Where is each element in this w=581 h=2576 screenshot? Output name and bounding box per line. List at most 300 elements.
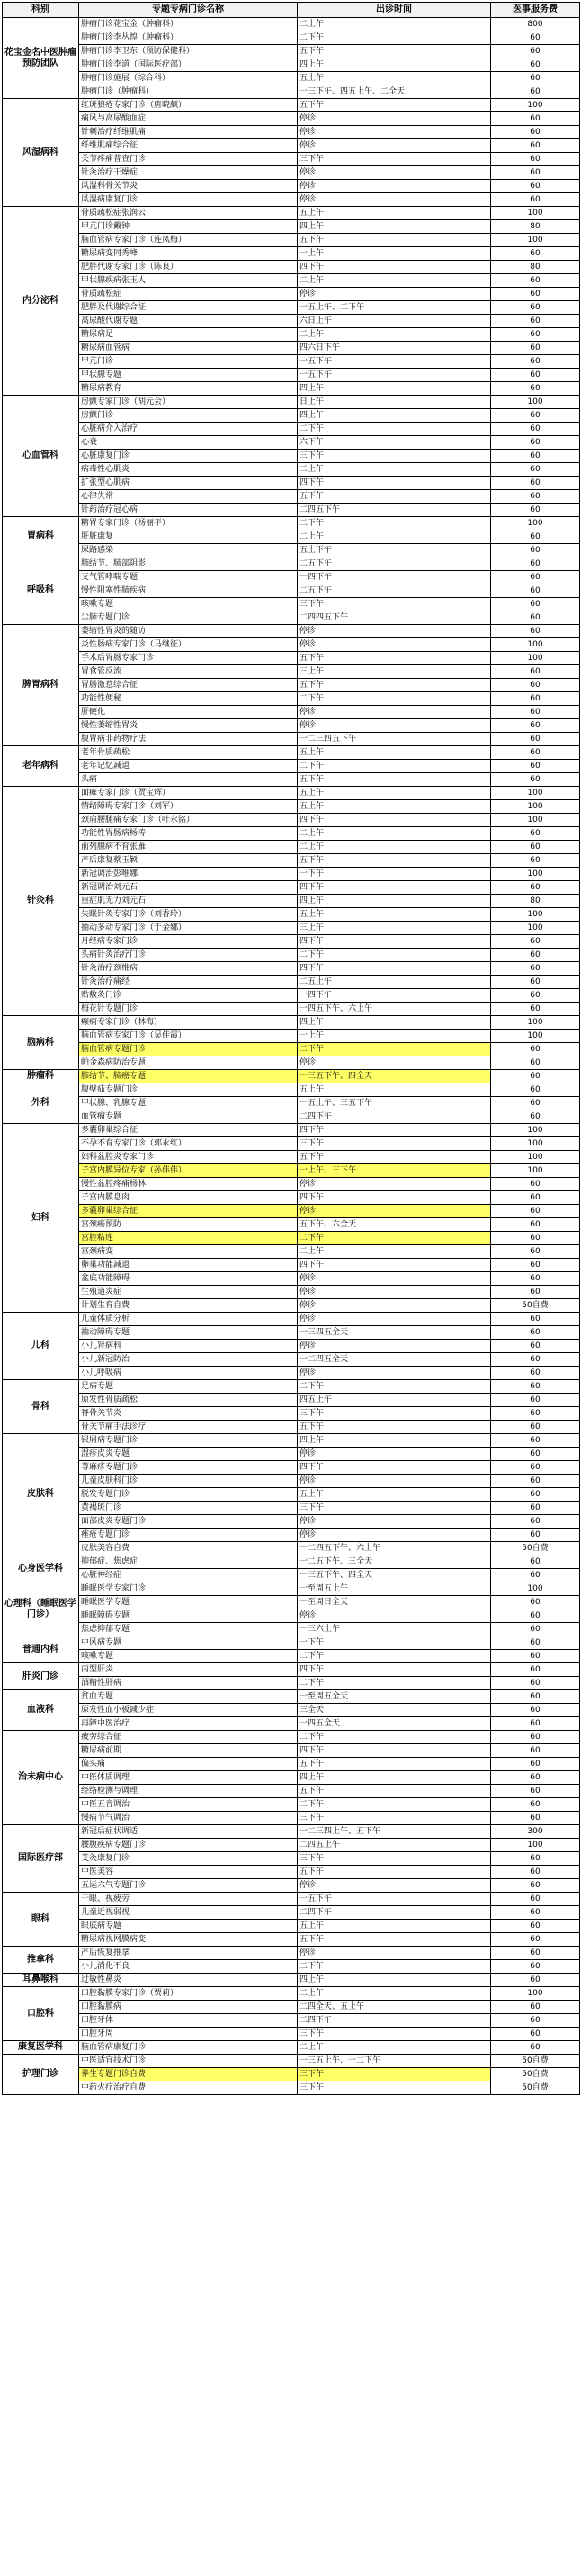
clinic-name-cell: 扩张型心肌病 [79, 477, 298, 490]
service-fee-cell: 60 [491, 1003, 580, 1016]
session-time-cell: 五下午 [298, 679, 491, 692]
session-time-cell: 四下午 [298, 881, 491, 895]
table-row [3, 652, 580, 665]
clinic-name-cell: 失眠针灸专家门诊（刘香玲） [79, 908, 298, 922]
table-row [3, 1663, 580, 1677]
service-fee-cell: 60 [491, 1974, 580, 1987]
table-row [3, 1286, 580, 1299]
clinic-name-cell: 足病专题 [79, 1380, 298, 1394]
session-time-cell: 停诊 [298, 1515, 491, 1529]
service-fee-cell: 100 [491, 787, 580, 800]
service-fee-cell: 60 [491, 2014, 580, 2028]
table-row [3, 234, 580, 247]
table-row [3, 895, 580, 908]
clinic-name-cell: 口腔黏膜专家门诊（贾莉） [79, 1987, 298, 2001]
clinic-name-cell: 癫痫专家门诊（林海） [79, 1016, 298, 1030]
session-time-cell: 停诊 [298, 719, 491, 733]
clinic-name-cell: 黄褐斑门诊 [79, 1502, 298, 1515]
session-time-cell: 五上午 [298, 72, 491, 85]
clinic-name-cell: 心衰 [79, 436, 298, 450]
table-row [3, 1785, 580, 1798]
service-fee-cell: 60 [491, 1421, 580, 1434]
header-fee: 医事服务费 [491, 3, 580, 18]
header-dept: 科别 [3, 3, 79, 18]
table-row [3, 800, 580, 814]
table-row [3, 1758, 580, 1771]
clinic-name-cell: 原发性骨质疏松 [79, 1394, 298, 1407]
session-time-cell: 四下午 [298, 1191, 491, 1205]
service-fee-cell: 60 [491, 1394, 580, 1407]
table-row [3, 261, 580, 274]
session-time-cell: 停诊 [298, 1609, 491, 1623]
clinic-name-cell: 尘肺专题门诊 [79, 611, 298, 625]
department-cell: 护理门诊 [3, 2055, 79, 2095]
session-time-cell: 五下午 [298, 234, 491, 247]
table-row [3, 31, 580, 45]
clinic-name-cell: 纤维肌痛综合征 [79, 139, 298, 153]
service-fee-cell: 60 [491, 1920, 580, 1933]
session-time-cell: 二下午 [298, 1650, 491, 1663]
clinic-name-cell: 腹胃病非药物疗法 [79, 733, 298, 746]
department-cell: 内分泌科 [3, 207, 79, 396]
table-row [3, 139, 580, 153]
service-fee-cell: 60 [491, 1623, 580, 1636]
session-time-cell: 停诊 [298, 1299, 491, 1313]
service-fee-cell: 100 [491, 1124, 580, 1137]
clinic-name-cell: 睡眠障碍专题 [79, 1609, 298, 1623]
session-time-cell: 一五下午 [298, 369, 491, 382]
table-row [3, 976, 580, 989]
table-row [3, 1178, 580, 1191]
service-fee-cell: 100 [491, 1987, 580, 2001]
table-row [3, 611, 580, 625]
table-row [3, 949, 580, 962]
service-fee-cell: 60 [491, 1434, 580, 1448]
session-time-cell: 四下午 [298, 1124, 491, 1137]
clinic-name-cell: 功能性便秘 [79, 692, 298, 706]
clinic-name-cell: 甲状腺疾病张玉人 [79, 274, 298, 288]
service-fee-cell: 60 [491, 31, 580, 45]
clinic-name-cell: 肝脏康复 [79, 530, 298, 544]
clinic-name-cell: 小儿消化不良 [79, 1960, 298, 1974]
table-row [3, 692, 580, 706]
table-row [3, 1825, 580, 1839]
session-time-cell: 六日上午 [298, 315, 491, 328]
department-cell: 眼科 [3, 1893, 79, 1947]
clinic-name-cell: 脑血管病专题门诊 [79, 1043, 298, 1056]
clinic-name-cell: 新冠调治彭唯娜 [79, 868, 298, 881]
session-time-cell: 四下午 [298, 962, 491, 976]
service-fee-cell: 60 [491, 1178, 580, 1191]
department-cell: 康复医学科 [3, 2041, 79, 2055]
service-fee-cell: 100 [491, 1030, 580, 1043]
session-time-cell: 停诊 [298, 180, 491, 193]
department-cell: 推拿科 [3, 1947, 79, 1974]
table-row [3, 1623, 580, 1636]
session-time-cell: 三全天 [298, 1704, 491, 1717]
service-fee-cell: 60 [491, 1906, 580, 1920]
clinic-name-cell: 糖胃专家门诊（杨丽平） [79, 517, 298, 530]
department-cell: 普通内科 [3, 1636, 79, 1663]
session-time-cell: 一三五上午、一二下午 [298, 2055, 491, 2068]
service-fee-cell: 60 [491, 1097, 580, 1110]
session-time-cell: 二五下午 [298, 584, 491, 598]
session-time-cell: 五上午 [298, 1488, 491, 1502]
clinic-name-cell: 肿瘤门诊李丛煌（肿瘤科） [79, 31, 298, 45]
service-fee-cell: 60 [491, 328, 580, 342]
table-row [3, 1798, 580, 1812]
session-time-cell: 二上午 [298, 274, 491, 288]
service-fee-cell: 60 [491, 827, 580, 841]
session-time-cell: 五下午、六全天 [298, 1218, 491, 1232]
department-cell: 肝炎门诊 [3, 1663, 79, 1690]
clinic-name-cell: 颈肩腰腿痛专家门诊（叶永铭） [79, 814, 298, 827]
service-fee-cell: 60 [491, 1110, 580, 1124]
schedule-body [3, 18, 580, 2095]
session-time-cell: 二四下午 [298, 1906, 491, 1920]
service-fee-cell: 60 [491, 949, 580, 962]
clinic-name-cell: 糖尿病足 [79, 328, 298, 342]
clinic-name-cell: 肺结节、肺部阴影 [79, 557, 298, 571]
clinic-name-cell: 血管瘤专题 [79, 1110, 298, 1124]
service-fee-cell: 60 [491, 976, 580, 989]
table-row [3, 760, 580, 773]
schedule-sheet [2, 2, 579, 2095]
clinic-name-cell: 风湿科骨关节炎 [79, 180, 298, 193]
service-fee-cell: 100 [491, 1151, 580, 1164]
clinic-name-cell: 慢性阻塞性肺疾病 [79, 584, 298, 598]
clinic-name-cell: 肺结节、肺癌专题 [79, 1070, 298, 1083]
department-cell: 皮肤科 [3, 1434, 79, 1555]
session-time-cell: 二下午 [298, 423, 491, 436]
clinic-name-cell: 慢性盆腔疼痛杨林 [79, 1178, 298, 1191]
session-time-cell: 五下午 [298, 652, 491, 665]
session-time-cell: 四下午 [298, 935, 491, 949]
service-fee-cell: 60 [491, 584, 580, 598]
service-fee-cell: 60 [491, 490, 580, 504]
session-time-cell: 停诊 [298, 1947, 491, 1960]
clinic-name-cell: 原发性血小板减少症 [79, 1704, 298, 1717]
service-fee-cell: 60 [491, 1043, 580, 1056]
table-row [3, 841, 580, 854]
service-fee-cell: 100 [491, 1839, 580, 1852]
session-time-cell: 五下午 [298, 1421, 491, 1434]
clinic-name-cell: 生殖道炎症 [79, 1286, 298, 1299]
table-row [3, 719, 580, 733]
table-row [3, 463, 580, 477]
clinic-name-cell: 过敏性鼻炎 [79, 1974, 298, 1987]
table-row [3, 112, 580, 126]
table-row [3, 1704, 580, 1717]
service-fee-cell: 60 [491, 180, 580, 193]
clinic-name-cell: 盆底功能障碍 [79, 1272, 298, 1286]
clinic-name-cell: 骨质疏松症张润云 [79, 207, 298, 220]
session-time-cell: 四上午 [298, 382, 491, 396]
service-fee-cell: 60 [491, 1340, 580, 1353]
clinic-name-cell: 风湿病康复门诊 [79, 193, 298, 207]
table-row [3, 733, 580, 746]
clinic-name-cell: 胃食管反流 [79, 665, 298, 679]
clinic-name-cell: 肥胖及代谢综合征 [79, 301, 298, 315]
session-time-cell: 四下午 [298, 1663, 491, 1677]
department-cell: 口腔科 [3, 1987, 79, 2041]
clinic-name-cell: 新冠后症状调适 [79, 1825, 298, 1839]
clinic-name-cell: 腰腹疾病专题门诊 [79, 1839, 298, 1852]
session-time-cell: 五下午 [298, 1151, 491, 1164]
clinic-name-cell: 中医适宜技术门诊 [79, 2055, 298, 2068]
service-fee-cell: 60 [491, 463, 580, 477]
session-time-cell: 五下午 [298, 854, 491, 868]
session-time-cell: 一上午、三下午 [298, 1164, 491, 1178]
session-time-cell: 一五下午 [298, 1893, 491, 1906]
session-time-cell: 一五上午、二下午 [298, 301, 491, 315]
department-cell: 风湿病科 [3, 99, 79, 207]
table-row [3, 854, 580, 868]
service-fee-cell: 60 [491, 1313, 580, 1326]
table-row [3, 369, 580, 382]
service-fee-cell: 60 [491, 1555, 580, 1569]
clinic-name-cell: 糖尿病前期 [79, 1744, 298, 1758]
session-time-cell: 三上午 [298, 922, 491, 935]
clinic-name-cell: 肿瘤门诊李道（国际医疗部） [79, 58, 298, 72]
table-row [3, 1609, 580, 1623]
session-time-cell: 停诊 [298, 288, 491, 301]
table-row [3, 315, 580, 328]
table-row [3, 1974, 580, 1987]
service-fee-cell: 60 [491, 112, 580, 126]
session-time-cell: 一三五下午、四全天 [298, 1070, 491, 1083]
schedule-table [2, 2, 580, 2095]
table-row [3, 1313, 580, 1326]
clinic-name-cell: 心脏病介入治疗 [79, 423, 298, 436]
department-cell: 针灸科 [3, 787, 79, 1016]
clinic-name-cell: 偏头痛 [79, 1758, 298, 1771]
session-time-cell: 四下午 [298, 1744, 491, 1758]
service-fee-cell: 60 [491, 625, 580, 638]
table-row [3, 517, 580, 530]
clinic-name-cell: 养生专题门诊自费 [79, 2068, 298, 2081]
department-cell: 治未病中心 [3, 1731, 79, 1825]
table-row [3, 1771, 580, 1785]
clinic-name-cell: 头痛 [79, 773, 298, 787]
session-time-cell: 一三六上午 [298, 1623, 491, 1636]
table-row [3, 1407, 580, 1421]
clinic-name-cell: 湿疹皮炎专题 [79, 1448, 298, 1461]
session-time-cell: 停诊 [298, 1313, 491, 1326]
table-row [3, 1839, 580, 1852]
clinic-name-cell: 心律失常 [79, 490, 298, 504]
clinic-name-cell: 新冠调治刘元石 [79, 881, 298, 895]
service-fee-cell: 60 [491, 1502, 580, 1515]
session-time-cell: 四上午 [298, 1974, 491, 1987]
department-cell: 耳鼻喉科 [3, 1974, 79, 1987]
clinic-name-cell: 咳嗽专题 [79, 1650, 298, 1663]
session-time-cell: 二下午 [298, 760, 491, 773]
session-time-cell: 四六日下午 [298, 342, 491, 355]
table-row [3, 625, 580, 638]
session-time-cell: 五下午 [298, 1866, 491, 1879]
department-cell: 骨科 [3, 1380, 79, 1434]
service-fee-cell: 60 [491, 315, 580, 328]
clinic-name-cell: 重症肌无力刘元石 [79, 895, 298, 908]
service-fee-cell: 60 [491, 773, 580, 787]
session-time-cell: 三下午 [298, 2081, 491, 2095]
department-cell: 脑病科 [3, 1016, 79, 1070]
clinic-name-cell: 干眼、视疲劳 [79, 1893, 298, 1906]
service-fee-cell: 60 [491, 692, 580, 706]
service-fee-cell: 60 [491, 1650, 580, 1663]
clinic-name-cell: 肝硬化 [79, 706, 298, 719]
service-fee-cell: 60 [491, 301, 580, 315]
clinic-name-cell: 红斑狼疮专家门诊（唐晓颇） [79, 99, 298, 112]
clinic-name-cell: 抑郁症、焦虑症 [79, 1555, 298, 1569]
session-time-cell: 二下午 [298, 1731, 491, 1744]
table-row [3, 1124, 580, 1137]
clinic-name-cell: 甲亢门诊戴钟 [79, 220, 298, 234]
service-fee-cell: 60 [491, 369, 580, 382]
table-row [3, 180, 580, 193]
clinic-name-cell: 骨质疏松症 [79, 288, 298, 301]
service-fee-cell: 80 [491, 895, 580, 908]
session-time-cell: 二下午 [298, 31, 491, 45]
session-time-cell: 二上午 [298, 328, 491, 342]
table-row [3, 638, 580, 652]
service-fee-cell: 60 [491, 1812, 580, 1825]
service-fee-cell: 60 [491, 153, 580, 166]
table-row [3, 220, 580, 234]
session-time-cell: 四上午 [298, 220, 491, 234]
session-time-cell: 四下午 [298, 1461, 491, 1475]
session-time-cell: 二四五上午 [298, 1839, 491, 1852]
service-fee-cell: 100 [491, 814, 580, 827]
session-time-cell: 二上午 [298, 827, 491, 841]
service-fee-cell: 60 [491, 1529, 580, 1542]
session-time-cell: 一至周日全天 [298, 1596, 491, 1609]
service-fee-cell: 100 [491, 396, 580, 409]
clinic-name-cell: 胃肠激惹综合征 [79, 679, 298, 692]
clinic-name-cell: 小儿呼吸病 [79, 1367, 298, 1380]
table-row [3, 1744, 580, 1758]
service-fee-cell: 60 [491, 530, 580, 544]
service-fee-cell: 60 [491, 1731, 580, 1744]
session-time-cell: 一四五下午、六上午 [298, 1003, 491, 1016]
table-row [3, 1569, 580, 1582]
table-row [3, 1272, 580, 1286]
table-row [3, 2055, 580, 2068]
clinic-name-cell: 小儿新冠防治 [79, 1353, 298, 1367]
service-fee-cell: 60 [491, 665, 580, 679]
table-row [3, 72, 580, 85]
session-time-cell: 二下午 [298, 1960, 491, 1974]
clinic-name-cell: 脑血管病康复门诊 [79, 2041, 298, 2055]
session-time-cell: 五上午 [298, 1920, 491, 1933]
clinic-name-cell: 儿童近视弱视 [79, 1906, 298, 1920]
service-fee-cell: 60 [491, 1960, 580, 1974]
table-row [3, 1030, 580, 1043]
clinic-name-cell: 脑血管病专家门诊（吴佳霞） [79, 1030, 298, 1043]
service-fee-cell: 60 [491, 881, 580, 895]
clinic-name-cell: 糖尿病视网膜病变 [79, 1933, 298, 1947]
table-row [3, 935, 580, 949]
session-time-cell: 一三五下午、四全天 [298, 1569, 491, 1582]
session-time-cell: 三下午 [298, 1852, 491, 1866]
table-row [3, 1690, 580, 1704]
service-fee-cell: 60 [491, 935, 580, 949]
clinic-name-cell: 心脏康复门诊 [79, 450, 298, 463]
table-row [3, 288, 580, 301]
clinic-name-cell: 宫腔粘连 [79, 1232, 298, 1245]
clinic-name-cell: 睡眠医学专题 [79, 1596, 298, 1609]
session-time-cell: 一二三四五下午 [298, 733, 491, 746]
table-row [3, 85, 580, 99]
department-cell: 妇科 [3, 1124, 79, 1313]
table-row [3, 1866, 580, 1879]
session-time-cell: 停诊 [298, 112, 491, 126]
table-row [3, 193, 580, 207]
session-time-cell: 停诊 [298, 706, 491, 719]
service-fee-cell: 800 [491, 18, 580, 31]
clinic-name-cell: 骨关节痛手法诊疗 [79, 1421, 298, 1434]
session-time-cell: 四上午 [298, 1434, 491, 1448]
service-fee-cell: 60 [491, 544, 580, 557]
service-fee-cell: 100 [491, 868, 580, 881]
table-row [3, 2028, 580, 2041]
clinic-name-cell: 不孕不育专家门诊（郭永红） [79, 1137, 298, 1151]
service-fee-cell: 60 [491, 1245, 580, 1259]
service-fee-cell: 60 [491, 409, 580, 423]
session-time-cell: 三下午 [298, 450, 491, 463]
clinic-name-cell: 脑血管病专家门诊（连凤梅） [79, 234, 298, 247]
service-fee-cell: 100 [491, 800, 580, 814]
table-row [3, 2014, 580, 2028]
session-time-cell: 二上午 [298, 18, 491, 31]
clinic-name-cell: 头痛针灸治疗门诊 [79, 949, 298, 962]
service-fee-cell: 60 [491, 989, 580, 1003]
header-time: 出诊时间 [298, 3, 491, 18]
clinic-name-cell: 抽动多动专家门诊（于金娜） [79, 922, 298, 935]
session-time-cell: 一五下午 [298, 355, 491, 369]
clinic-name-cell: 宫颈癌预防 [79, 1218, 298, 1232]
session-time-cell: 停诊 [298, 1272, 491, 1286]
table-row [3, 1097, 580, 1110]
department-cell: 国际医疗部 [3, 1825, 79, 1893]
service-fee-cell: 60 [491, 355, 580, 369]
table-row [3, 1326, 580, 1340]
table-row [3, 598, 580, 611]
table-row [3, 301, 580, 315]
table-row [3, 1448, 580, 1461]
table-row [3, 409, 580, 423]
table-row [3, 1003, 580, 1016]
table-row [3, 787, 580, 800]
session-time-cell: 五上午 [298, 1083, 491, 1097]
service-fee-cell: 60 [491, 1083, 580, 1097]
table-row [3, 571, 580, 584]
session-time-cell: 停诊 [298, 1529, 491, 1542]
session-time-cell: 四下午 [298, 814, 491, 827]
clinic-name-cell: 儿童皮肤科门诊 [79, 1475, 298, 1488]
session-time-cell: 二下午 [298, 692, 491, 706]
service-fee-cell: 60 [491, 611, 580, 625]
clinic-name-cell: 口腔牙周 [79, 2028, 298, 2041]
service-fee-cell: 100 [491, 652, 580, 665]
service-fee-cell: 100 [491, 1582, 580, 1596]
clinic-name-cell: 贴敷灸门诊 [79, 989, 298, 1003]
clinic-name-cell: 针刺治疗纤维肌痛 [79, 126, 298, 139]
service-fee-cell: 60 [491, 598, 580, 611]
session-time-cell: 停诊 [298, 193, 491, 207]
service-fee-cell: 100 [491, 517, 580, 530]
